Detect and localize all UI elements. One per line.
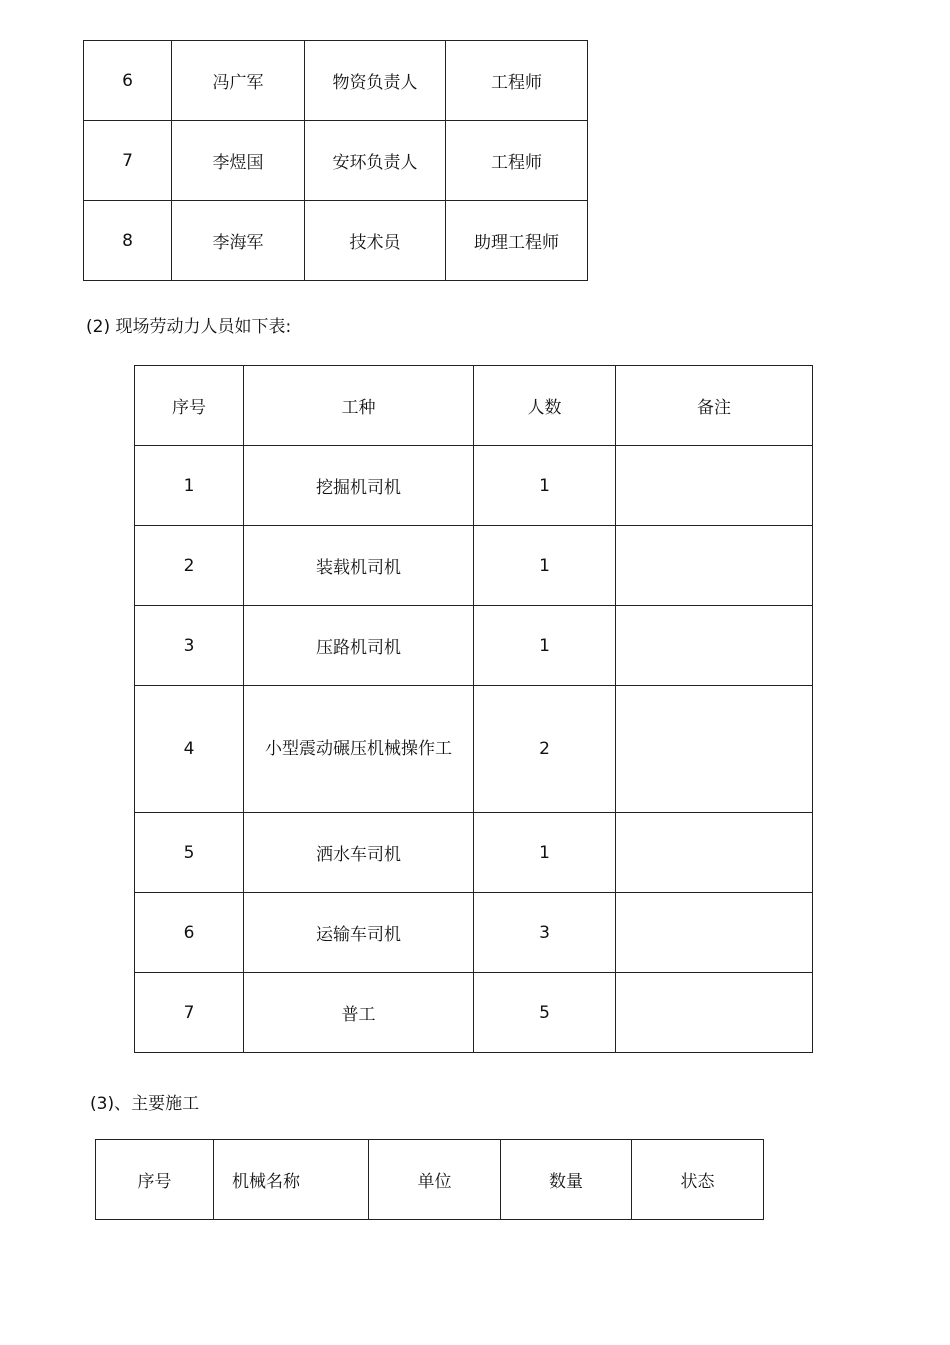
header-quantity: 数量 (501, 1140, 632, 1220)
table-row (135, 606, 813, 686)
table-row (84, 41, 588, 121)
cell-trade: 装载机司机 (244, 526, 474, 606)
cell-remarks (616, 606, 813, 686)
cell-remarks (616, 526, 813, 606)
table-row (135, 446, 813, 526)
cell-name: 冯广军 (172, 41, 305, 121)
cell-trade: 挖掘机司机 (244, 446, 474, 526)
cell-count: 3 (474, 893, 616, 973)
cell-trade: 普工 (244, 973, 474, 1053)
cell-remarks (616, 686, 813, 813)
section-3-heading: (3)、主要施工 (90, 1094, 200, 1114)
table-header-row (135, 366, 813, 446)
cell-role: 技术员 (305, 201, 446, 281)
header-remarks: 备注 (616, 366, 813, 446)
header-no: 序号 (135, 366, 244, 446)
cell-title: 工程师 (446, 41, 588, 121)
table-row (84, 121, 588, 201)
table-row (135, 973, 813, 1053)
cell-no: 7 (84, 121, 172, 201)
cell-count: 1 (474, 813, 616, 893)
cell-count: 1 (474, 606, 616, 686)
table-row (84, 201, 588, 281)
cell-count: 5 (474, 973, 616, 1053)
cell-trade: 压路机司机 (244, 606, 474, 686)
cell-no: 4 (135, 686, 244, 813)
table-row (135, 893, 813, 973)
cell-remarks (616, 973, 813, 1053)
cell-remarks (616, 893, 813, 973)
cell-no: 2 (135, 526, 244, 606)
cell-role: 物资负责人 (305, 41, 446, 121)
cell-remarks (616, 813, 813, 893)
machine-table (95, 1139, 764, 1220)
cell-no: 6 (135, 893, 244, 973)
cell-no: 6 (84, 41, 172, 121)
cell-name: 李煜国 (172, 121, 305, 201)
header-status: 状态 (632, 1140, 764, 1220)
cell-name: 李海军 (172, 201, 305, 281)
cell-no: 3 (135, 606, 244, 686)
header-no: 序号 (96, 1140, 214, 1220)
header-unit: 单位 (369, 1140, 501, 1220)
cell-count: 1 (474, 526, 616, 606)
header-machine-name: 机械名称 (214, 1140, 369, 1220)
cell-title: 工程师 (446, 121, 588, 201)
table-row (135, 813, 813, 893)
table-header-row (96, 1140, 764, 1220)
header-count: 人数 (474, 366, 616, 446)
cell-title: 助理工程师 (446, 201, 588, 281)
cell-trade: 小型震动碾压机械操作工 (244, 686, 474, 813)
cell-remarks (616, 446, 813, 526)
section-2-heading: (2) 现场劳动力人员如下表: (86, 317, 292, 337)
cell-no: 5 (135, 813, 244, 893)
labor-table (134, 365, 813, 1053)
table-row (135, 526, 813, 606)
cell-count: 2 (474, 686, 616, 813)
table-row (135, 686, 813, 813)
cell-no: 7 (135, 973, 244, 1053)
cell-trade: 洒水车司机 (244, 813, 474, 893)
header-trade: 工种 (244, 366, 474, 446)
staff-table (83, 40, 588, 281)
cell-no: 1 (135, 446, 244, 526)
cell-trade: 运输车司机 (244, 893, 474, 973)
cell-count: 1 (474, 446, 616, 526)
cell-no: 8 (84, 201, 172, 281)
cell-role: 安环负责人 (305, 121, 446, 201)
